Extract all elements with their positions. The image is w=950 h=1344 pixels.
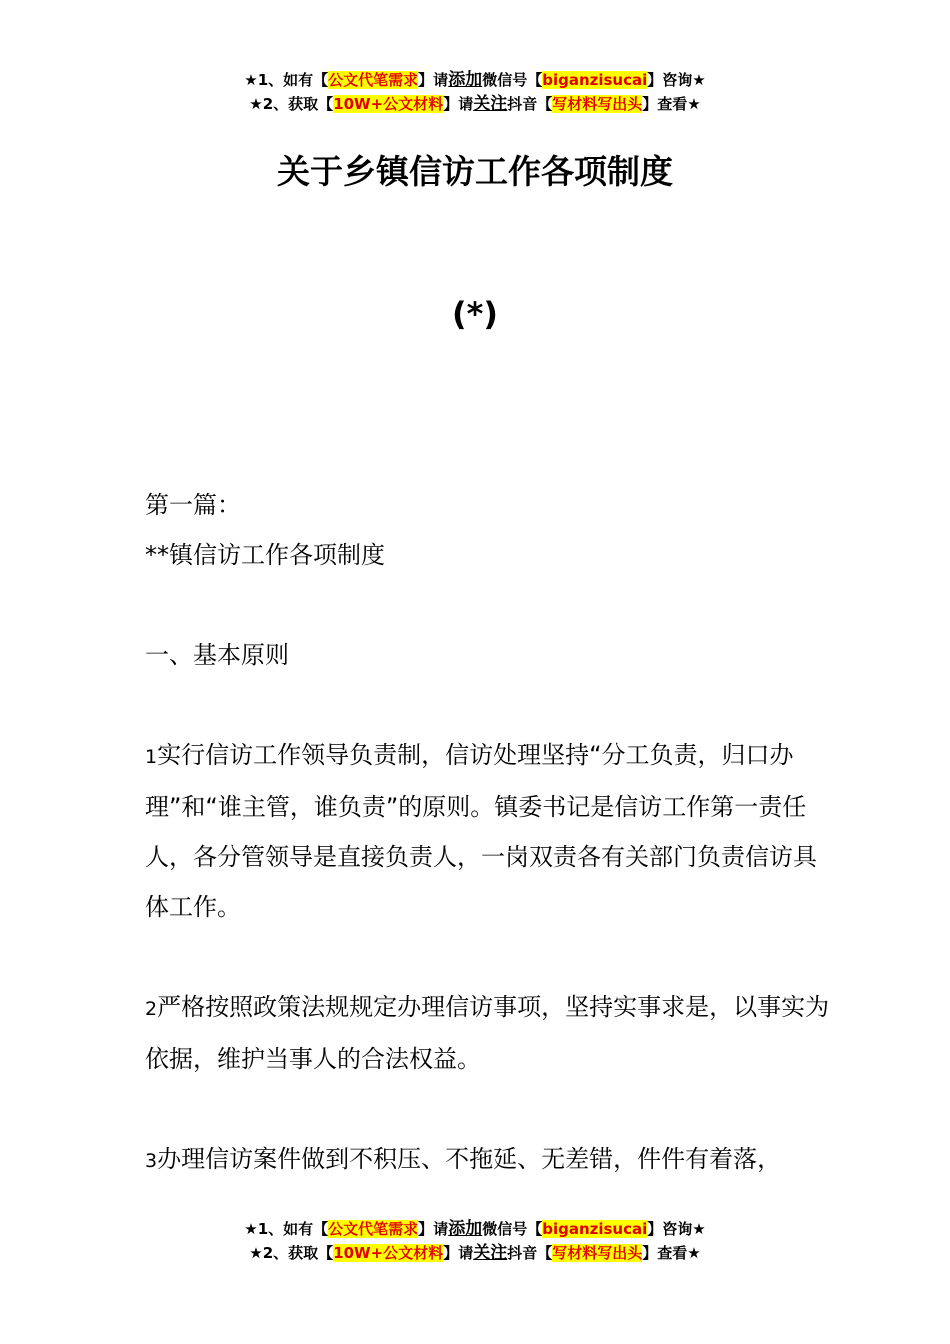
top-banner [0, 68, 950, 116]
list-item [145, 1134, 835, 1186]
banner-text: ★2、获取【 [249, 1244, 334, 1262]
list-item [145, 982, 835, 1084]
banner-text: ★2、获取【 [249, 95, 334, 113]
banner-line-1 [0, 68, 950, 92]
banner-text: 】请 [418, 1220, 449, 1238]
banner-text: 微信号【 [482, 71, 543, 89]
section-heading: 一、基本原则 [145, 641, 289, 669]
banner-highlight: 10W+公文材料 [333, 1244, 444, 1262]
banner-text: 】咨询★ [647, 1220, 706, 1238]
banner-text: 抖音【 [507, 95, 553, 113]
banner-emphasis: 关注 [473, 94, 508, 114]
document-body [145, 480, 835, 1186]
document-subtitle: (*) [452, 295, 498, 333]
banner-emphasis: 添加 [448, 1219, 483, 1239]
banner-emphasis: 添加 [448, 70, 483, 90]
banner-highlight: 公文代笔需求 [328, 71, 419, 89]
chapter-label: 第一篇： [145, 491, 241, 519]
blank-line [145, 1084, 835, 1134]
item-number: 3 [145, 1150, 158, 1172]
banner-line-2 [0, 92, 950, 116]
banner-line-1 [0, 1217, 950, 1241]
document-name: **镇信访工作各项制度 [145, 541, 385, 569]
banner-text: 】请 [443, 95, 474, 113]
banner-text: 】查看★ [642, 1244, 701, 1262]
banner-text: 微信号【 [482, 1220, 543, 1238]
banner-highlight: 10W+公文材料 [333, 95, 444, 113]
banner-line-2 [0, 1241, 950, 1265]
banner-text: ★1、如有【 [244, 71, 329, 89]
item-text: 实行信访工作领导负责制，信访处理坚持“分工负责，归口办理”和“谁主管，谁负责”的原则。镇委书记是信访工作第一责任人，各分管领导是直接负责人，一岗双责各有关部门负责信访具体工作。 [145, 741, 817, 921]
item-number: 2 [145, 998, 158, 1020]
banner-text: 】请 [418, 71, 449, 89]
banner-text: 】请 [443, 1244, 474, 1262]
blank-line [145, 932, 835, 982]
banner-text: 】咨询★ [647, 71, 706, 89]
banner-highlight: 公文代笔需求 [328, 1220, 419, 1238]
bottom-banner [0, 1217, 950, 1265]
item-number: 1 [145, 746, 158, 768]
banner-text: 】查看★ [642, 95, 701, 113]
banner-text: 抖音【 [507, 1244, 553, 1262]
banner-emphasis: 关注 [473, 1243, 508, 1263]
banner-text: ★1、如有【 [244, 1220, 329, 1238]
banner-highlight: 写材料写出头 [552, 95, 643, 113]
document-title: 关于乡镇信访工作各项制度 [277, 152, 673, 191]
item-text: 严格按照政策法规规定办理信访事项，坚持实事求是，以事实为依据，维护当事人的合法权益。 [145, 993, 830, 1073]
list-item [145, 730, 835, 932]
banner-highlight: biganzisucai [542, 71, 648, 89]
blank-line [145, 580, 835, 630]
blank-line [145, 680, 835, 730]
banner-highlight: biganzisucai [542, 1220, 648, 1238]
item-text: 办理信访案件做到不积压、不拖延、无差错，件件有着落， [157, 1145, 782, 1173]
banner-highlight: 写材料写出头 [552, 1244, 643, 1262]
